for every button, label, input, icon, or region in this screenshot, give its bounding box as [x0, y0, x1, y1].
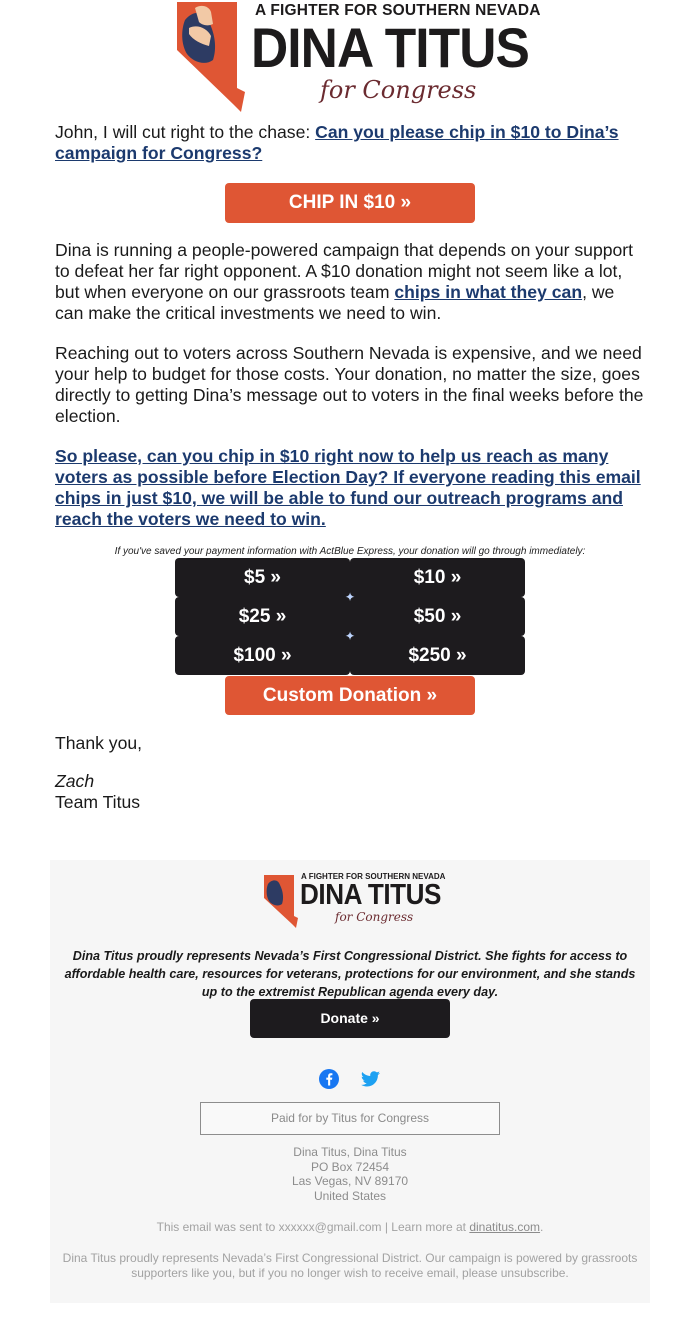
website-link[interactable]: dinatitus.com	[469, 1220, 541, 1234]
nevada-fighter-icon	[175, 0, 255, 112]
footer-logo-name: DINA TITUS	[300, 879, 441, 911]
paragraph1-text-before: Dina is running a people-powered campaign that depends on your support to defeat her far right opponent. A $10 donation might not seem like a lot, but when everyone on our grassroots team	[55, 240, 634, 302]
footer-description: Dina Titus proudly represents Nevada’s First Congressional District. She fights for access to affordable health care, resources for veterans, protections for our environment, and she stands up to the extremist Republican agenda every day.	[64, 949, 636, 999]
donate-10-button[interactable]: $10 »	[350, 558, 525, 597]
signoff-thanks: Thank you,	[55, 733, 143, 753]
logo-name: DINA TITUS	[251, 16, 529, 79]
intro-text: John, I will cut right to the chase:	[55, 122, 316, 142]
signoff-name: Zach	[55, 771, 95, 791]
donate-250-button[interactable]: $250 »	[350, 636, 525, 675]
footer-nevada-icon	[263, 874, 303, 928]
facebook-icon[interactable]	[318, 1068, 340, 1090]
address-line-1: Dina Titus, Dina Titus	[293, 1145, 407, 1159]
donation-amount-grid	[175, 558, 525, 676]
address-line-2: PO Box 72454	[310, 1159, 390, 1174]
donate-50-button[interactable]: $50 »	[350, 597, 525, 636]
address-line-3: Las Vegas, NV 89170	[291, 1174, 409, 1188]
email-footer	[50, 860, 650, 1303]
custom-donation-button[interactable]: Custom Donation »	[225, 676, 475, 715]
address-line-4: United States	[313, 1188, 387, 1203]
twitter-icon[interactable]	[359, 1068, 381, 1090]
body-paragraph-2: Reaching out to voters across Southern Nevada is expensive, and we need your help to budget for those costs. Your donation, no matter the size, goes directly to getting Dina’s message out to voters in the final weeks before the election.	[55, 343, 644, 426]
footer-logo-subtitle: for Congress	[335, 910, 414, 924]
intro-paragraph	[55, 122, 645, 164]
paid-for-disclaimer: Paid for by Titus for Congress	[200, 1102, 500, 1135]
chips-in-link[interactable]: chips in what they can	[394, 282, 583, 302]
footer-donate-button[interactable]: Donate »	[250, 999, 450, 1038]
logo-subtitle: for Congress	[320, 76, 477, 104]
chip-in-now-link[interactable]: So please, can you chip in $10 right now to help us reach as many voters as possible before Election Day? If everyone reading this email chips in just $10, we will be able to fund our outreach programs and reach the voters we need to win.	[55, 446, 641, 529]
actblue-express-note: If you've saved your payment information with ActBlue Express, your donation will go through immediately:	[114, 546, 586, 557]
footer-logo	[263, 872, 446, 930]
body-paragraph-3	[55, 446, 645, 530]
body-paragraph-1	[55, 240, 645, 324]
logo-tagline: A FIGHTER FOR SOUTHERN NEVADA	[255, 2, 541, 19]
sent-to-suffix: .	[540, 1220, 544, 1234]
intro-donate-link[interactable]: Can you please chip in $10 to Dina’s campaign for Congress?	[55, 122, 619, 163]
paragraph1-text-after: , we can make the critical investments we need to win.	[55, 282, 615, 323]
sent-to-text: This email was sent to xxxxxx@gmail.com | Learn more at	[156, 1220, 470, 1234]
donate-25-button[interactable]: $25 »	[175, 597, 350, 636]
sparkle-icon: ✦	[344, 590, 356, 604]
donate-100-button[interactable]: $100 »	[175, 636, 350, 675]
donate-5-button[interactable]: $5 »	[175, 558, 350, 597]
sparkle-icon: ✦	[344, 629, 356, 643]
footer-logo-tagline: A FIGHTER FOR SOUTHERN NEVADA	[301, 872, 446, 881]
chip-in-button[interactable]: CHIP IN $10 »	[225, 183, 475, 223]
campaign-logo	[175, 0, 541, 112]
unsubscribe-note: Dina Titus proudly represents Nevada’s First Congressional District. Our campaign is powered by grassroots supporters like you, but if you no longer wish to receive email, please unsubscribe.	[62, 1251, 638, 1280]
signoff-team: Team Titus	[55, 792, 141, 812]
sent-to-line	[50, 1220, 650, 1235]
